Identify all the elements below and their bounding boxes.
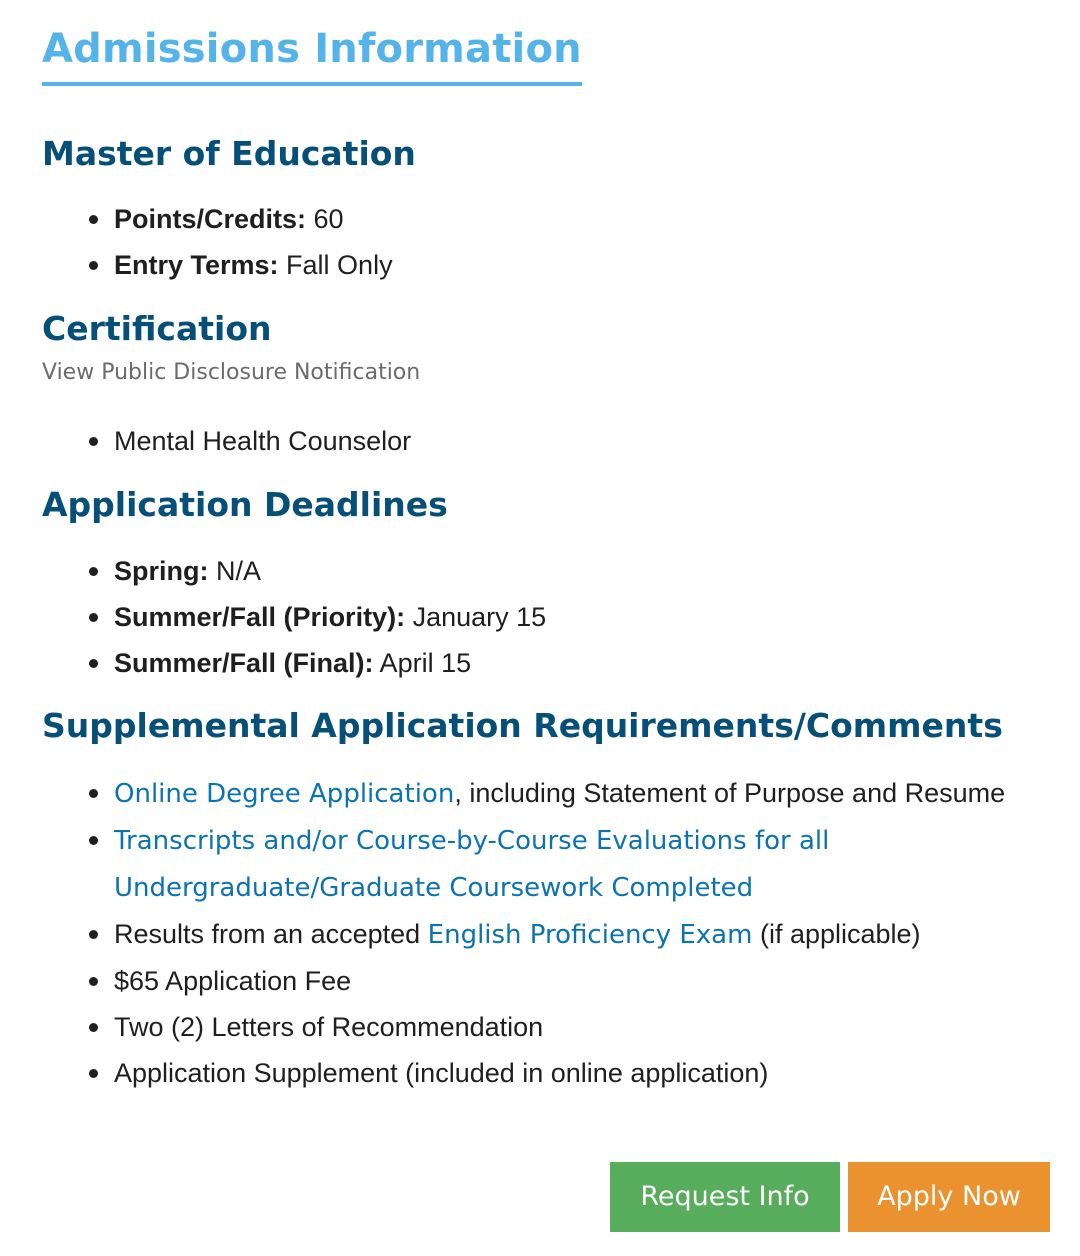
public-disclosure-link[interactable]: View Public Disclosure Notification [42, 360, 421, 385]
program-details-list [42, 196, 1032, 288]
page-title: Admissions Information [42, 26, 582, 86]
item-label: Points/Credits: [114, 204, 307, 234]
online-application-link[interactable]: Online Degree Application [114, 779, 455, 809]
list-item: Application Supplement (included in online application) [42, 1050, 1032, 1096]
item-value: Fall Only [278, 250, 393, 280]
list-item: Mental Health Counselor [42, 418, 1032, 464]
item-value: January 15 [405, 602, 547, 632]
item-text: , including Statement of Purpose and Resume [454, 778, 1006, 808]
request-info-button[interactable]: Request Info [610, 1162, 840, 1232]
deadlines-heading: Application Deadlines [42, 485, 448, 524]
apply-now-button[interactable]: Apply Now [848, 1162, 1050, 1232]
list-item [42, 640, 1032, 686]
item-value: N/A [208, 556, 262, 586]
certification-list [42, 418, 1032, 464]
item-text: Results from an accepted [114, 919, 428, 949]
list-item [42, 242, 1032, 288]
certification-heading: Certification [42, 309, 272, 348]
list-item: Two (2) Letters of Recommendation [42, 1004, 1032, 1050]
list-item [42, 594, 1032, 640]
list-item [42, 548, 1032, 594]
item-value: April 15 [373, 648, 472, 678]
list-item [42, 770, 1032, 817]
english-proficiency-link[interactable]: English Proficiency Exam [427, 920, 753, 950]
transcripts-link[interactable]: Transcripts and/or Course-by-Course Evaluations for all Undergraduate/Graduate Coursework Completed [114, 826, 830, 903]
list-item [42, 196, 1032, 242]
deadlines-list [42, 548, 1032, 686]
program-heading: Master of Education [42, 134, 416, 173]
item-label: Summer/Fall (Final): [114, 648, 374, 678]
requirements-list [42, 770, 1032, 1096]
item-text: (if applicable) [752, 919, 921, 949]
item-value: 60 [306, 204, 344, 234]
item-label: Summer/Fall (Priority): [114, 602, 406, 632]
item-label: Entry Terms: [114, 250, 279, 280]
requirements-heading: Supplemental Application Requirements/Comments [42, 706, 1003, 745]
list-item [42, 911, 1032, 958]
list-item [42, 817, 1032, 911]
list-item: $65 Application Fee [42, 958, 1032, 1004]
item-label: Spring: [114, 556, 209, 586]
